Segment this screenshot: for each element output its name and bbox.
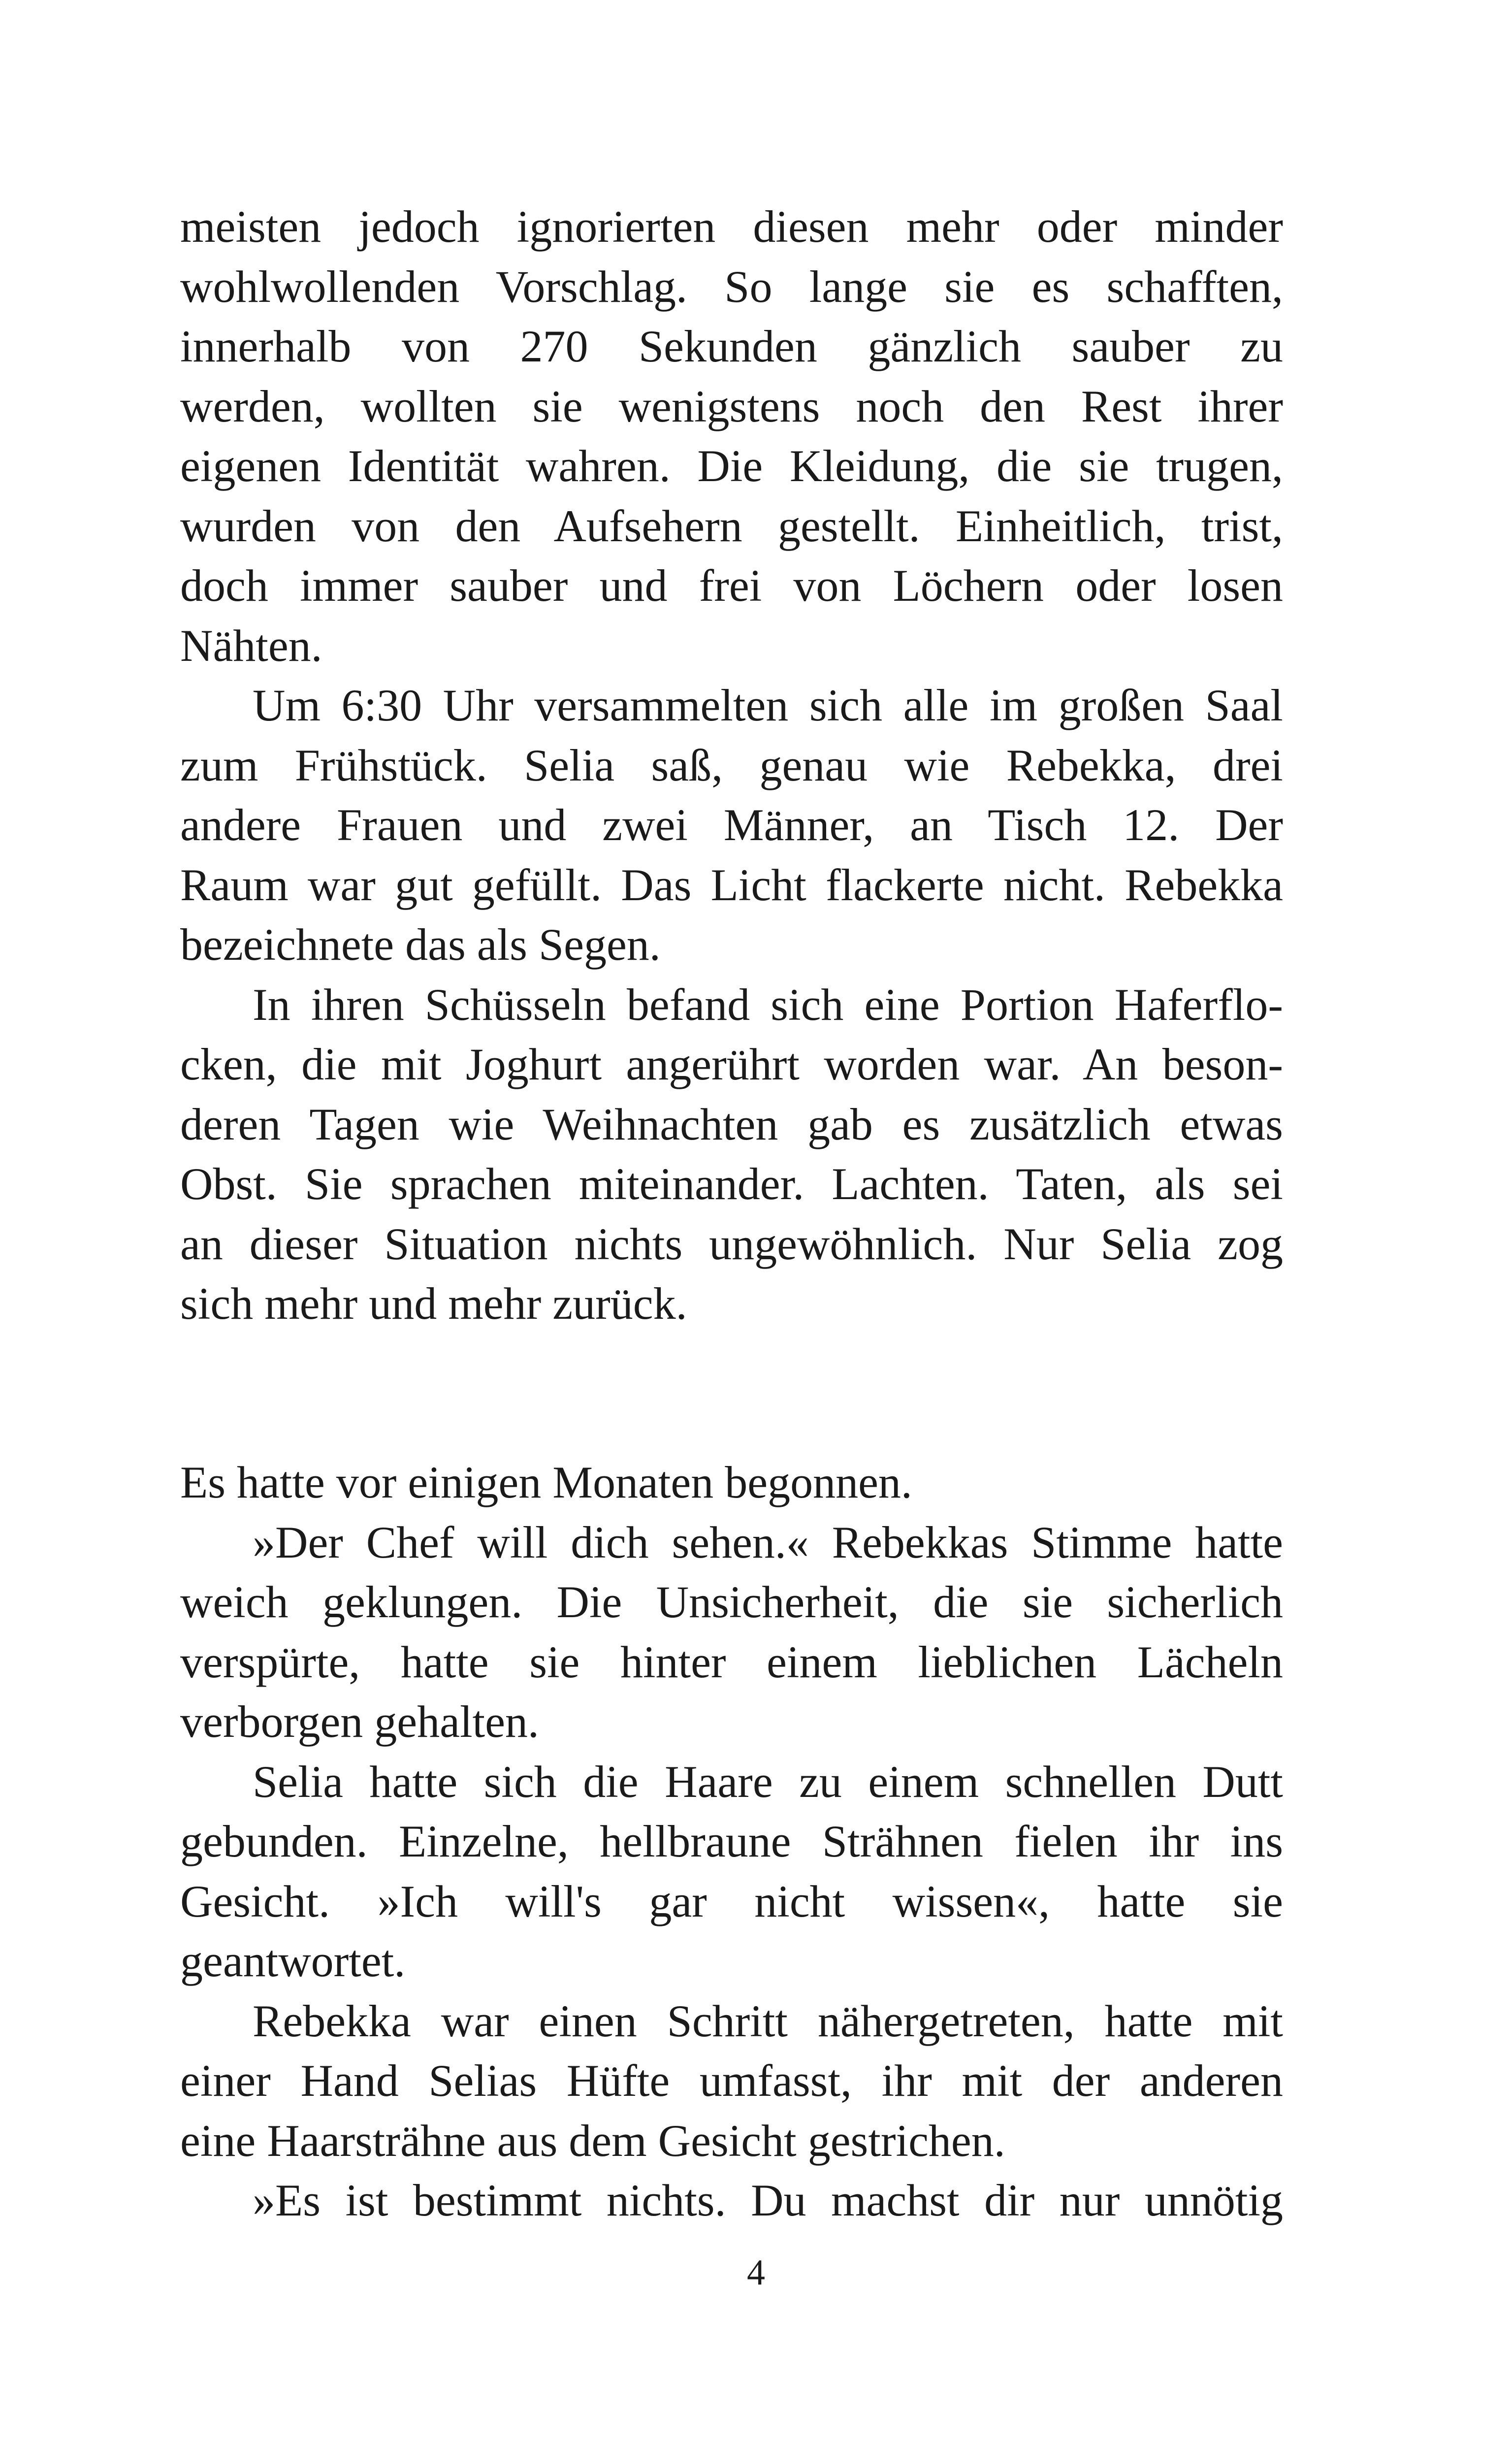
text-line: wohlwollenden Vorschlag. So lange sie es schafften,	[180, 261, 1283, 312]
text-line: Rebekka war einen Schritt nähergetreten, hatte mit	[253, 1995, 1283, 2046]
paragraph	[180, 1453, 1283, 1513]
line-row	[180, 1095, 1283, 1155]
line-row	[180, 2111, 1283, 2171]
line-row	[180, 1752, 1283, 1812]
line-row	[180, 1632, 1283, 1693]
line-row	[180, 1274, 1283, 1334]
line-row	[180, 556, 1283, 616]
text-line: einer Hand Selias Hüfte umfasst, ihr mit der anderen	[180, 2055, 1283, 2106]
line-row	[180, 1214, 1283, 1274]
paragraph	[180, 1991, 1283, 2171]
text-line: Nähten.	[180, 620, 322, 671]
text-line: andere Frauen und zwei Männer, an Tisch 12. Der	[180, 800, 1283, 850]
line-row	[180, 2171, 1283, 2231]
line-row	[180, 1872, 1283, 1932]
text-line: wurden von den Aufsehern gestellt. Einheitlich, trist,	[180, 500, 1283, 551]
text-line: gebunden. Einzelne, hellbraune Strähnen fielen ihr ins	[180, 1816, 1283, 1866]
line-row	[180, 616, 1283, 676]
text-line: deren Tagen wie Weihnachten gab es zusätzlich etwas	[180, 1099, 1283, 1149]
text-line: werden, wollten sie wenigstens noch den Rest ihrer	[180, 381, 1283, 431]
text-line: doch immer sauber und frei von Löchern oder losen	[180, 560, 1283, 611]
line-row	[180, 317, 1283, 377]
text-line: sich mehr und mehr zurück.	[180, 1278, 687, 1329]
line-row	[180, 795, 1283, 855]
text-line: »Es ist bestimmt nichts. Du machst dir nur unnötig	[253, 2175, 1283, 2225]
text-section-two	[180, 1453, 1283, 2231]
line-row	[180, 1513, 1283, 1573]
line-row	[180, 197, 1283, 257]
line-row	[180, 436, 1283, 496]
text-line: geantwortet.	[180, 1936, 406, 1986]
text-line: cken, die mit Joghurt angerührt worden war. An beson-	[180, 1039, 1283, 1089]
text-line: weich geklungen. Die Unsicherheit, die sie sicherlich	[180, 1577, 1283, 1627]
paragraph	[180, 676, 1283, 975]
paragraph	[180, 2171, 1283, 2231]
text-line: Es hatte vor einigen Monaten begonnen.	[180, 1457, 912, 1507]
text-line: eigenen Identität wahren. Die Kleidung, die sie trugen,	[180, 441, 1283, 491]
text-line: verborgen gehalten.	[180, 1696, 539, 1747]
line-row	[180, 257, 1283, 317]
line-row	[180, 1572, 1283, 1632]
text-line: bezeichnete das als Segen.	[180, 919, 661, 970]
line-row	[180, 736, 1283, 796]
line-row	[180, 1154, 1283, 1214]
text-line: »Der Chef will dich sehen.« Rebekkas Stimme hatte	[253, 1517, 1283, 1567]
text-line: innerhalb von 270 Sekunden gänzlich sauber zu	[180, 321, 1283, 371]
text-line: Um 6:30 Uhr versammelten sich alle im großen Saal	[253, 680, 1283, 730]
text-line: an dieser Situation nichts ungewöhnlich. Nur Selia zog	[180, 1218, 1283, 1269]
paragraph	[180, 197, 1283, 676]
line-row	[180, 1035, 1283, 1095]
paragraph	[180, 975, 1283, 1334]
line-row	[180, 377, 1283, 437]
line-row	[180, 1453, 1283, 1513]
text-line: eine Haarsträhne aus dem Gesicht gestrichen.	[180, 2115, 1005, 2166]
paragraph	[180, 1752, 1283, 1991]
text-line: zum Frühstück. Selia saß, genau wie Rebekka, drei	[180, 740, 1283, 790]
line-row	[180, 1991, 1283, 2052]
text-section-one	[180, 197, 1283, 1334]
line-row	[180, 1692, 1283, 1752]
line-row	[180, 975, 1283, 1035]
text-line: Obst. Sie sprachen miteinander. Lachten. Taten, als sei	[180, 1159, 1283, 1209]
line-row	[180, 496, 1283, 556]
page-number: 4	[747, 2252, 765, 2293]
line-row	[180, 1931, 1283, 1991]
line-row	[180, 855, 1283, 915]
line-row	[180, 676, 1283, 736]
text-line: Raum war gut gefüllt. Das Licht flackerte nicht. Rebekka	[180, 859, 1283, 910]
paragraph	[180, 1513, 1283, 1752]
text-line: In ihren Schüsseln befand sich eine Portion Haferflo-	[253, 979, 1283, 1030]
text-line: meisten jedoch ignorierten diesen mehr oder minder	[180, 201, 1283, 252]
line-row	[180, 2051, 1283, 2111]
text-line: Gesicht. »Ich will's gar nicht wissen«, hatte sie	[180, 1876, 1283, 1926]
text-line: Selia hatte sich die Haare zu einem schnellen Dutt	[253, 1756, 1283, 1807]
text-line: verspürte, hatte sie hinter einem lieblichen Lächeln	[180, 1636, 1283, 1687]
line-row	[180, 915, 1283, 975]
line-row	[180, 1812, 1283, 1872]
